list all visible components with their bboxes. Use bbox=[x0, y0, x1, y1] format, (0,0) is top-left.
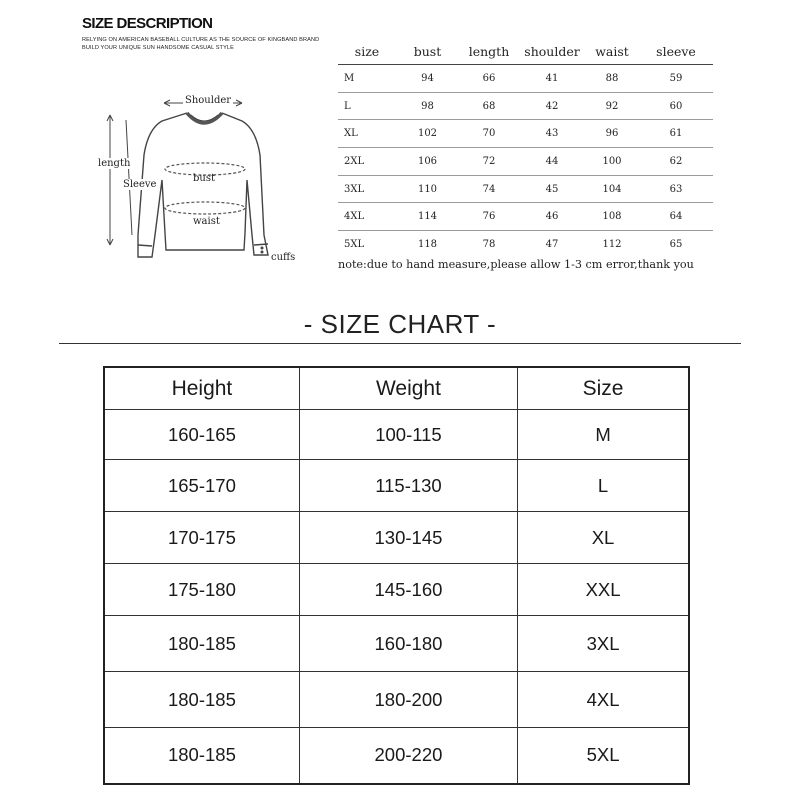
measurement-table bbox=[338, 38, 713, 258]
table-cell: 60 bbox=[639, 92, 713, 120]
table-cell: 88 bbox=[585, 65, 639, 93]
table-cell: 4XL bbox=[338, 203, 396, 231]
table-cell: 5XL bbox=[338, 231, 396, 258]
table-cell: 108 bbox=[585, 203, 639, 231]
table-cell: XL bbox=[338, 120, 396, 148]
table-cell: L bbox=[518, 460, 689, 512]
table-row bbox=[104, 616, 689, 672]
table-row bbox=[338, 92, 713, 120]
table-cell: 62 bbox=[639, 148, 713, 176]
table-cell: 68 bbox=[459, 92, 519, 120]
column-header: sleeve bbox=[656, 43, 696, 59]
table-cell: XXL bbox=[518, 564, 689, 616]
table-cell: 2XL bbox=[338, 148, 396, 176]
diagram-label-waist: waist bbox=[193, 216, 220, 227]
table-row bbox=[104, 512, 689, 564]
column-header: Weight bbox=[299, 367, 517, 410]
table-row bbox=[338, 65, 713, 93]
table-cell: 43 bbox=[519, 120, 585, 148]
table-cell: 160-180 bbox=[299, 616, 517, 672]
table-cell: 94 bbox=[396, 65, 459, 93]
table-row bbox=[338, 175, 713, 203]
column-header: shoulder bbox=[524, 43, 580, 59]
table-cell: M bbox=[518, 410, 689, 460]
table-row bbox=[338, 203, 713, 231]
table-cell: 110 bbox=[396, 175, 459, 203]
column-header: Size bbox=[518, 367, 689, 410]
table-cell: 112 bbox=[585, 231, 639, 258]
table-cell: 47 bbox=[519, 231, 585, 258]
diagram-label-sleeve: Sleeve bbox=[123, 179, 157, 190]
description-line: RELYING ON AMERICAN BASEBALL CULTURE AS THE SOURCE OF KINGBAND BRAND bbox=[82, 37, 320, 43]
table-row bbox=[104, 728, 689, 784]
table-cell: 160-165 bbox=[104, 410, 299, 460]
size-chart-header-row bbox=[104, 367, 689, 410]
table-cell: M bbox=[338, 65, 396, 93]
table-cell: 64 bbox=[639, 203, 713, 231]
table-cell: 74 bbox=[459, 175, 519, 203]
table-cell: 118 bbox=[396, 231, 459, 258]
table-cell: 104 bbox=[585, 175, 639, 203]
table-cell: 45 bbox=[519, 175, 585, 203]
table-cell: 5XL bbox=[518, 728, 689, 784]
table-cell: 98 bbox=[396, 92, 459, 120]
table-cell: 165-170 bbox=[104, 460, 299, 512]
column-header: length bbox=[468, 43, 510, 59]
table-row bbox=[104, 672, 689, 728]
table-cell: 170-175 bbox=[104, 512, 299, 564]
table-cell: 59 bbox=[639, 65, 713, 93]
table-cell: 76 bbox=[459, 203, 519, 231]
size-description-title: SIZE DESCRIPTION bbox=[82, 15, 213, 32]
table-cell: XL bbox=[518, 512, 689, 564]
table-cell: 145-160 bbox=[299, 564, 517, 616]
table-cell: 180-185 bbox=[104, 672, 299, 728]
table-cell: L bbox=[338, 92, 396, 120]
table-cell: 175-180 bbox=[104, 564, 299, 616]
diagram-label-length: length bbox=[98, 158, 131, 169]
table-cell: 70 bbox=[459, 120, 519, 148]
table-cell: 96 bbox=[585, 120, 639, 148]
table-cell: 66 bbox=[459, 65, 519, 93]
diagram-label-shoulder: Shoulder bbox=[185, 95, 232, 106]
table-cell: 130-145 bbox=[299, 512, 517, 564]
table-cell: 41 bbox=[519, 65, 585, 93]
table-cell: 102 bbox=[396, 120, 459, 148]
column-header: Height bbox=[104, 367, 299, 410]
table-cell: 3XL bbox=[338, 175, 396, 203]
column-header: bust bbox=[413, 43, 442, 59]
table-cell: 42 bbox=[519, 92, 585, 120]
column-header: waist bbox=[595, 43, 629, 59]
table-cell: 63 bbox=[639, 175, 713, 203]
table-row bbox=[338, 120, 713, 148]
table-cell: 180-185 bbox=[104, 728, 299, 784]
table-cell: 106 bbox=[396, 148, 459, 176]
divider bbox=[59, 343, 741, 344]
size-chart-table bbox=[103, 366, 690, 785]
table-cell: 61 bbox=[639, 120, 713, 148]
table-cell: 72 bbox=[459, 148, 519, 176]
diagram-label-cuffs: cuffs bbox=[271, 252, 296, 263]
table-cell: 180-185 bbox=[104, 616, 299, 672]
table-cell: 4XL bbox=[518, 672, 689, 728]
measurement-header-row bbox=[338, 38, 713, 65]
table-cell: 46 bbox=[519, 203, 585, 231]
column-header: size bbox=[354, 43, 380, 59]
table-cell: 44 bbox=[519, 148, 585, 176]
table-cell: 92 bbox=[585, 92, 639, 120]
table-row bbox=[104, 410, 689, 460]
measurement-note: note:due to hand measure,please allow 1-3 cm error,thank you bbox=[338, 258, 694, 271]
description-line: BUILD YOUR UNIQUE SUN HANDSOME CASUAL STYLE bbox=[82, 45, 234, 51]
size-chart-title: - SIZE CHART - bbox=[303, 309, 497, 339]
shirt-diagram bbox=[92, 85, 317, 275]
table-cell: 100 bbox=[585, 148, 639, 176]
diagram-label-bust: bust bbox=[193, 173, 215, 184]
table-cell: 180-200 bbox=[299, 672, 517, 728]
table-row bbox=[104, 564, 689, 616]
table-cell: 114 bbox=[396, 203, 459, 231]
table-row bbox=[338, 231, 713, 258]
table-row bbox=[104, 460, 689, 512]
table-cell: 78 bbox=[459, 231, 519, 258]
table-cell: 200-220 bbox=[299, 728, 517, 784]
table-cell: 3XL bbox=[518, 616, 689, 672]
table-cell: 115-130 bbox=[299, 460, 517, 512]
table-row bbox=[338, 148, 713, 176]
table-cell: 100-115 bbox=[299, 410, 517, 460]
table-cell: 65 bbox=[639, 231, 713, 258]
